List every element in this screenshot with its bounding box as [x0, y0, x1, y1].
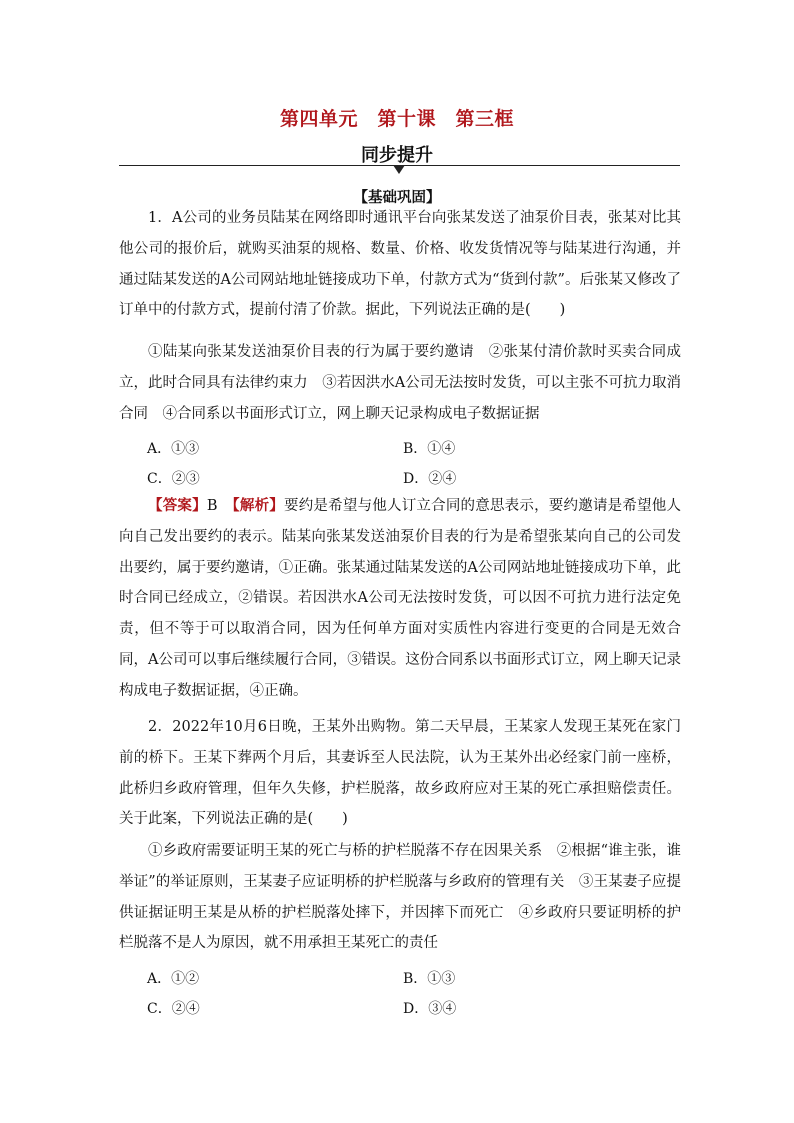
answer-label: 【答案】	[148, 497, 207, 514]
page-title: 第四单元 第十课 第三框	[279, 108, 514, 130]
question-2-stem: 2．2022年10月6日晚，王某外出购物。第二天早晨，王某家人发现王某死在家门前的桥下。王某下葬两个月后，其妻诉至人民法院，认为王某外出必经家门前一座桥，此桥归乡政府管理，但年久失修，护栏脱落，故乡政府应对王某的死亡承担赔偿责任。关于此案，下列说法正确的是( )	[119, 719, 681, 828]
triangle-down-icon	[393, 165, 405, 174]
analysis-text: 要约是希望与他人订立合同的意思表示，要约邀请是希望他人向自己发出要约的表示。陆某向张某发送油泵价目表的行为是希望张某向自己的公司发出要约，属于要约邀请，①正确。张某通过陆某发送的A公司网站地址链接成功下单，此时合同已经成立，②错误。若因洪水A公司无法按时发货，可以因不可抗力进行法定免责，但不等于可以取消合同，因为任何单方面对实质性内容进行变更的合同是无效合同，A公司可以事后继续履行合同，③错误。这份合同系以书面形式订立，网上聊天记录构成电子数据证据，④正确。	[119, 498, 681, 699]
question-2-option-a: A．①②	[147, 971, 200, 987]
section-heading: 【基础巩固】	[353, 189, 441, 206]
page-subtitle: 同步提升	[361, 145, 433, 166]
question-2-option-d: D．③④	[403, 1001, 457, 1017]
question-2-statements: ①乡政府需要证明王某的死亡与桥的护栏脱落不存在因果关系 ②根据“谁主张，谁举证”的举证原则，王某妻子应证明桥的护栏脱落与乡政府的管理有关 ③王某妻子应提供证据证明王某是从桥的护栏脱落处摔下，并因摔下而死亡 ④乡政府只要证明桥的护栏脱落不是人为原因，就不用承担王某死亡的责任	[119, 843, 681, 952]
question-2-option-b: B．①③	[403, 971, 456, 987]
question-1-stem: 1．A公司的业务员陆某在网络即时通讯平台向张某发送了油泵价目表，张某对比其他公司的报价后，就购买油泵的规格、数量、价格、收发货情况等与陆某进行沟通，并通过陆某发送的A公司网站地址链接成功下单，付款方式为“货到付款”。后张某又修改了订单中的付款方式，提前付清了价款。据此，下列说法正确的是( )	[119, 210, 681, 319]
question-1-answer-block	[119, 491, 681, 707]
answer-value: B	[206, 498, 218, 514]
question-2-option-c: C．②④	[147, 1001, 200, 1017]
question-1-option-b: B．①④	[403, 441, 456, 457]
analysis-label: 【解析】	[232, 497, 285, 514]
question-1-option-d: D．②④	[403, 471, 457, 487]
question-1-option-c: C．②③	[147, 471, 200, 487]
question-1-statements: ①陆某向张某发送油泵价目表的行为属于要约邀请 ②张某付清价款时买卖合同成立，此时合同具有法律约束力 ③若因洪水A公司无法按时发货，可以主张不可抗力取消合同 ④合同系以书面形式订立，网上聊天记录构成电子数据证据	[119, 344, 681, 422]
question-1-option-a: A．①③	[147, 441, 200, 457]
